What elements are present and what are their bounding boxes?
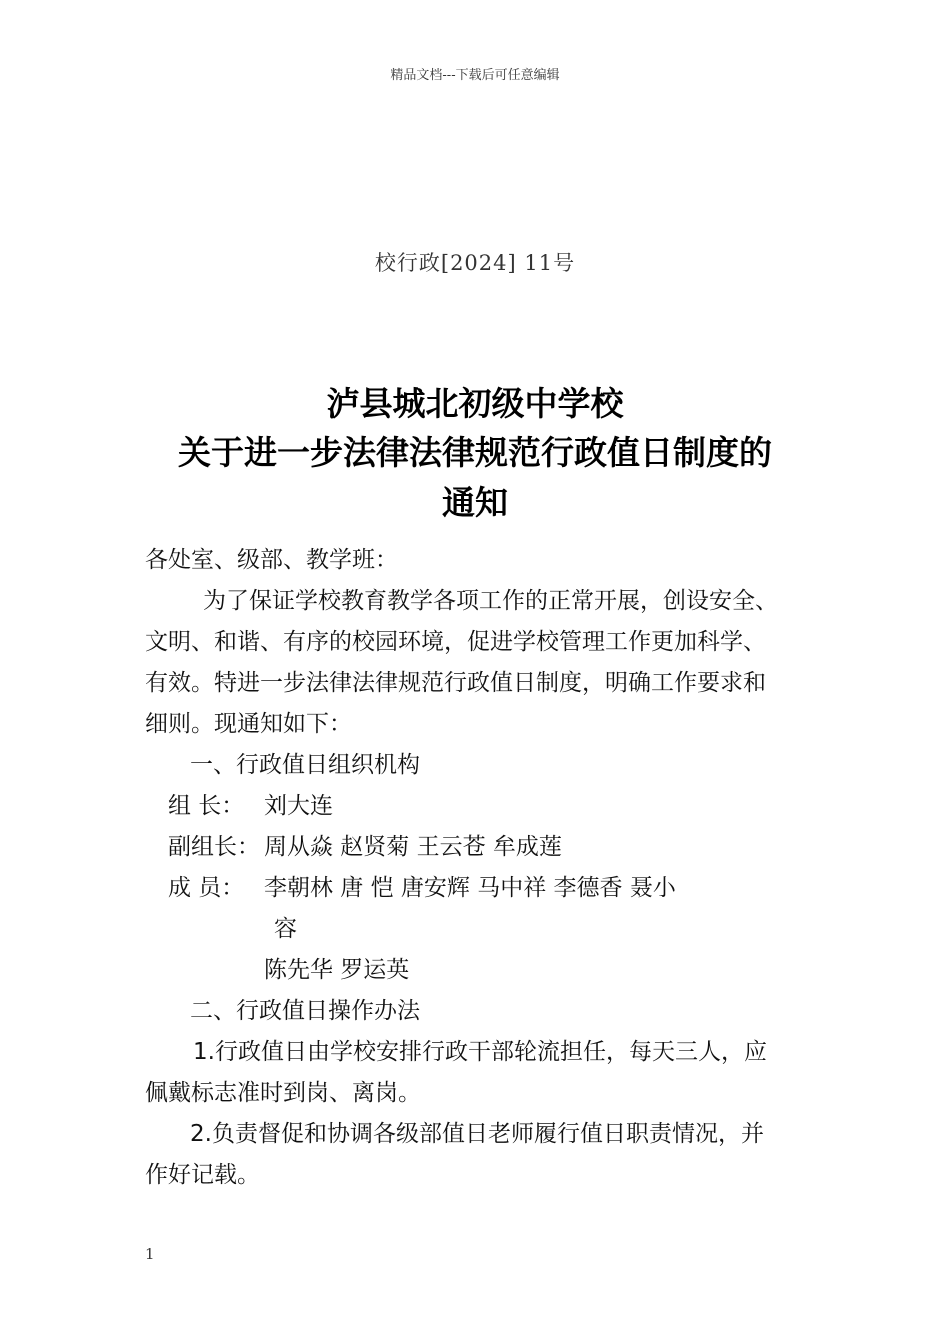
members-line-3: 陈先华 罗运英 <box>264 957 410 983</box>
document-number: 校行政[2024] 11号 <box>374 251 576 275</box>
section-heading-2: 二、行政值日操作办法 <box>190 998 420 1024</box>
item-2-line-2: 作好记载。 <box>145 1162 260 1188</box>
leader-value: 刘大连 <box>264 793 333 819</box>
page-number: 1 <box>145 1245 155 1263</box>
deputy-value: 周从焱 赵贤菊 王云苍 牟成莲 <box>264 834 562 860</box>
section-heading-1: 一、行政值日组织机构 <box>190 752 420 778</box>
members-label: 成 员： <box>168 875 245 901</box>
salutation: 各处室、级部、教学班： <box>145 547 398 573</box>
intro-line-3: 有效。特进一步法律法律规范行政值日制度，明确工作要求和 <box>145 670 766 696</box>
title-line-2: 关于进一步法律法律规范行政值日制度的 <box>178 433 772 472</box>
members-line-1: 李朝林 唐 恺 唐安辉 马中祥 李德香 聂小 <box>264 875 676 901</box>
intro-line-1: 为了保证学校教育教学各项工作的正常开展，创设安全、 <box>203 588 778 614</box>
intro-line-4: 细则。现通知如下： <box>145 711 352 737</box>
title-line-3: 通知 <box>442 483 508 522</box>
leader-label: 组 长： <box>168 793 245 819</box>
intro-line-2: 文明、和谐、有序的校园环境，促进学校管理工作更加科学、 <box>145 629 766 655</box>
deputy-label: 副组长： <box>168 834 260 860</box>
title-line-1: 泸县城北初级中学校 <box>326 384 624 423</box>
item-1-line-1: 1.行政值日由学校安排行政干部轮流担任，每天三人，应 <box>193 1039 767 1065</box>
item-1-line-2: 佩戴标志准时到岗、离岗。 <box>145 1080 421 1106</box>
members-line-2: 容 <box>274 916 297 942</box>
item-2-line-1: 2.负责督促和协调各级部值日老师履行值日职责情况，并 <box>190 1121 764 1147</box>
page-header: 精品文档---下载后可任意编辑 <box>390 68 560 83</box>
